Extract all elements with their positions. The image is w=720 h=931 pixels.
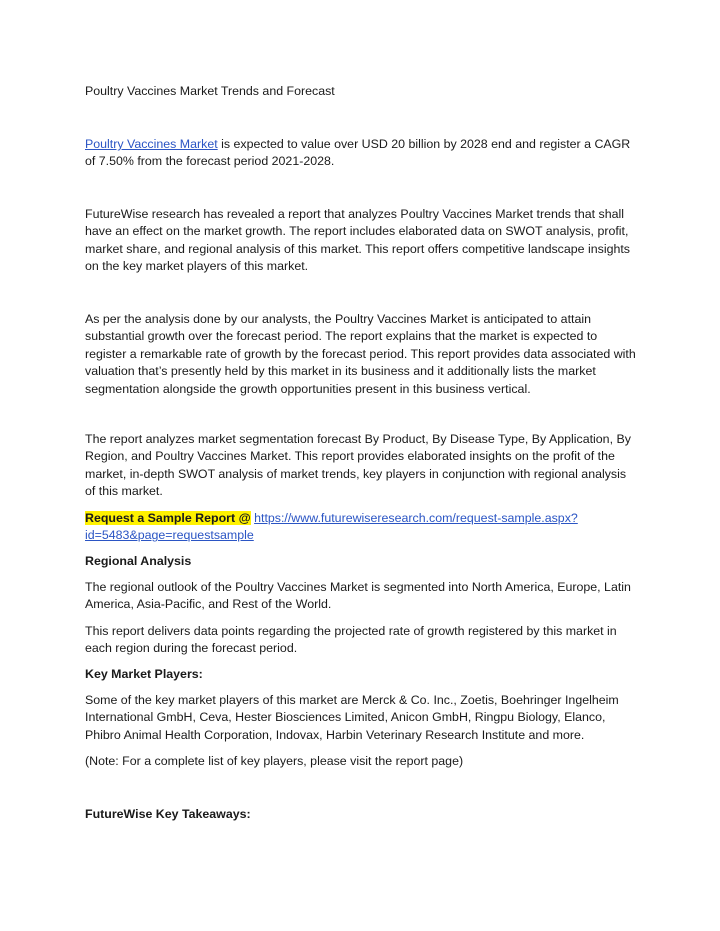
key-takeaways-heading: FutureWise Key Takeaways: xyxy=(85,807,251,821)
key-players-note: (Note: For a complete list of key players, please visit the report page) xyxy=(85,754,464,768)
request-sample-at: @ xyxy=(235,511,251,525)
regional-paragraph-1: The regional outlook of the Poultry Vaccines Market is segmented into North America, Europe, Latin America, Asia-Pacific, and Rest of the World. xyxy=(85,580,631,612)
key-market-players-heading: Key Market Players: xyxy=(85,667,203,681)
paragraph-segmentation: The report analyzes market segmentation forecast By Product, By Disease Type, By Application, By Region, and Poultry Vaccines Market. This report provides elaborated insights on the profit of the market, in-depth SWOT analysis of market trends, key players in conjunction with regional analysis of this market. xyxy=(85,432,631,499)
request-sample-label: Request a Sample Report xyxy=(85,511,236,525)
paragraph-futurewise-report: FutureWise research has revealed a report that analyzes Poultry Vaccines Market trends that shall have an effect on the market growth. The report includes elaborated data on SWOT analysis, profit, market share, and regional analysis of this market. This report offers competitive landscape insights on the key market players of this market. xyxy=(85,207,630,274)
intro-paragraph xyxy=(85,136,637,171)
request-sample-line xyxy=(85,510,637,545)
key-players-paragraph: Some of the key market players of this market are Merck & Co. Inc., Zoetis, Boehringer Ingelheim International GmbH, Ceva, Hester Biosciences Limited, Anicon GmbH, Ringpu Biology, Elanco, Phibro Animal Health Corporation, Indovax, Harbin Veterinary Research Institute and more. xyxy=(85,693,619,742)
request-sample-link[interactable]: https://www.futurewiseresearch.com/request-sample.aspx?id=5483&page=requestsample xyxy=(85,511,578,543)
intro-text: is expected to value over USD 20 billion by 2028 end and register a CAGR of 7.50% from the forecast period 2021-2028. xyxy=(85,137,631,169)
poultry-vaccines-market-link[interactable]: Poultry Vaccines Market xyxy=(85,137,218,151)
document-title: Poultry Vaccines Market Trends and Forecast xyxy=(85,84,335,98)
regional-paragraph-2: This report delivers data points regarding the projected rate of growth registered by this market in each region during the forecast period. xyxy=(85,624,617,656)
regional-analysis-heading: Regional Analysis xyxy=(85,554,192,568)
paragraph-analysis: As per the analysis done by our analysts, the Poultry Vaccines Market is anticipated to attain substantial growth over the forecast period. The report explains that the market is expected to register a remarkable rate of growth by the forecast period. This report provides data associated with valuation that’s presently held by this market in its business and it additionally lists the market segmentation alongside the growth opportunities present in this business vertical. xyxy=(85,312,636,396)
